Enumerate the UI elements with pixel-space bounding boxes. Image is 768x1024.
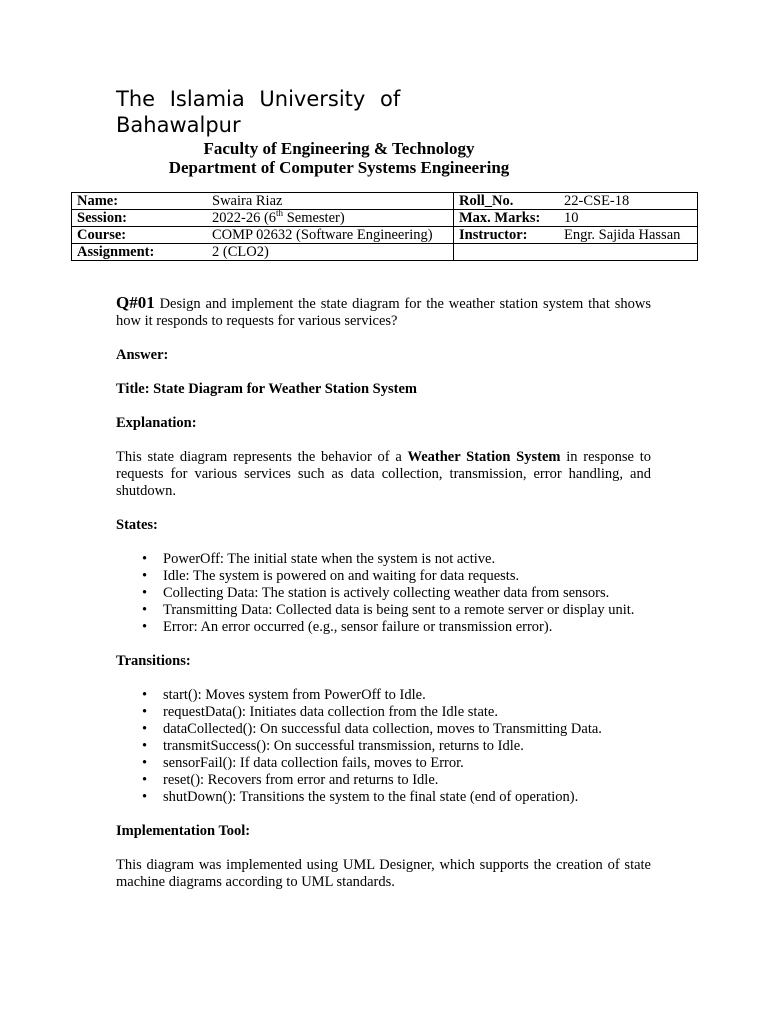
instructor-label: Instructor: (454, 227, 560, 244)
list-item (142, 704, 651, 721)
state-text: Idle: The system is powered on and waiting for data requests. (163, 568, 520, 584)
bullet-icon: • (142, 721, 148, 737)
assignment-value: 2 (CLO2) (207, 244, 454, 261)
answer-label: Answer: (116, 347, 169, 363)
bullet-icon: • (142, 602, 148, 618)
transition-text: requestData(): Initiates data collection from the Idle state. (163, 704, 498, 720)
explanation-paragraph (116, 449, 651, 500)
name-value: Swaira Riaz (207, 193, 454, 210)
bullet-icon: • (142, 687, 148, 703)
tool-paragraph: This diagram was implemented using UML Designer, which supports the creation of state machine diagrams according to UML standards. (116, 857, 651, 890)
list-item (142, 551, 651, 568)
bullet-icon: • (142, 789, 148, 805)
explanation-label: Explanation: (116, 415, 197, 431)
bullet-icon: • (142, 755, 148, 771)
course-value: COMP 02632 (Software Engineering) (207, 227, 454, 244)
state-text: Error: An error occurred (e.g., sensor failure or transmission error). (163, 619, 553, 635)
states-list (116, 551, 651, 636)
explanation-pre: This state diagram represents the behavior of a (116, 449, 408, 465)
answer-title: Title: State Diagram for Weather Station System (116, 381, 417, 397)
table-row (72, 210, 698, 227)
bullet-icon: • (142, 568, 148, 584)
transition-text: reset(): Recovers from error and returns to Idle. (163, 772, 439, 788)
university-title (116, 86, 652, 138)
transition-text: start(): Moves system from PowerOff to Idle. (163, 687, 426, 703)
list-item (142, 772, 651, 789)
table-row (72, 193, 698, 210)
transition-text: shutDown(): Transitions the system to the final state (end of operation). (163, 789, 579, 805)
marks-value: 10 (559, 210, 698, 227)
table-row (72, 244, 698, 261)
state-text: Collecting Data: The station is actively collecting weather data from sensors. (163, 585, 610, 601)
state-text: PowerOff: The initial state when the system is not active. (163, 551, 496, 567)
assignment-content (116, 294, 651, 908)
session-value-pre: 2022-26 (6 (212, 210, 277, 226)
roll-value: 22-CSE-18 (559, 193, 698, 210)
bullet-icon: • (142, 704, 148, 720)
list-item (142, 687, 651, 704)
list-item (142, 738, 651, 755)
faculty-heading: Faculty of Engineering & Technology (203, 139, 475, 158)
bullet-icon: • (142, 585, 148, 601)
session-value-sup: th (276, 208, 284, 219)
bullet-icon: • (142, 738, 148, 754)
list-item (142, 602, 651, 619)
explanation-bold: Weather Station System (407, 449, 561, 465)
question-number: Q#01 (116, 293, 155, 312)
department-heading: Department of Computer Systems Engineering (168, 158, 510, 177)
bullet-icon: • (142, 619, 148, 635)
student-info-table (71, 192, 698, 261)
list-item (142, 568, 651, 585)
session-value-post: Semester) (283, 210, 345, 226)
bullet-icon: • (142, 772, 148, 788)
tool-label: Implementation Tool: (116, 823, 251, 839)
list-item (142, 755, 651, 772)
question-text: Design and implement the state diagram for the weather station system that shows how it responds to requests for various services? (116, 296, 651, 329)
states-label: States: (116, 517, 158, 533)
empty-cell (454, 244, 698, 261)
transitions-label: Transitions: (116, 653, 191, 669)
course-label: Course: (72, 227, 208, 244)
assignment-label: Assignment: (72, 244, 208, 261)
table-row (72, 227, 698, 244)
university-title-line1: The Islamia University of (116, 87, 401, 111)
question-paragraph (116, 294, 651, 330)
roll-label: Roll_No. (454, 193, 560, 210)
transition-text: sensorFail(): If data collection fails, moves to Error. (163, 755, 464, 771)
transition-text: transmitSuccess(): On successful transmission, returns to Idle. (163, 738, 524, 754)
instructor-value: Engr. Sajida Hassan (559, 227, 698, 244)
session-label: Session: (72, 210, 208, 227)
list-item (142, 619, 651, 636)
explanation-post: in response to requests for various services such as data collection, transmission, error handling, and shutdown. (116, 449, 651, 499)
list-item (142, 721, 651, 738)
bullet-icon: • (142, 551, 148, 567)
transitions-list (116, 687, 651, 806)
list-item (142, 585, 651, 602)
marks-label: Max. Marks: (454, 210, 560, 227)
name-label: Name: (72, 193, 208, 210)
state-text: Transmitting Data: Collected data is being sent to a remote server or display unit. (163, 602, 635, 618)
transition-text: dataCollected(): On successful data collection, moves to Transmitting Data. (163, 721, 602, 737)
list-item (142, 789, 651, 806)
session-value (207, 210, 454, 227)
university-title-line2: Bahawalpur (116, 113, 241, 137)
